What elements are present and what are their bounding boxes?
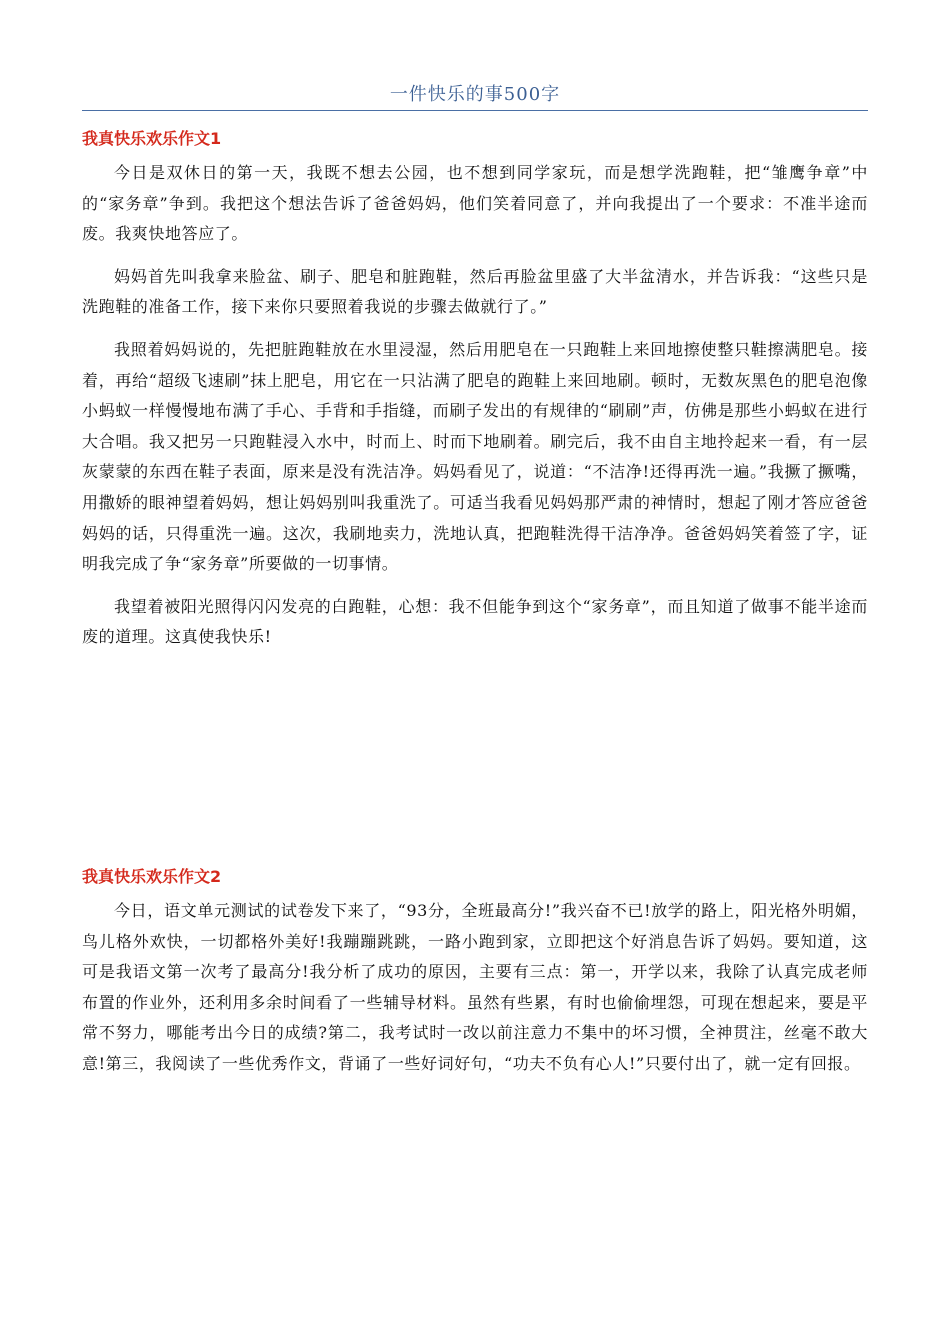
essay-paragraph: 我望着被阳光照得闪闪发亮的白跑鞋，心想：我不但能争到这个“家务章”，而且知道了做事不能半途而废的道理。这真使我快乐! xyxy=(82,596,868,647)
essay-title: 我真快乐欢乐作文1 xyxy=(82,129,222,148)
essay-paragraph: 妈妈首先叫我拿来脸盆、刷子、肥皂和脏跑鞋，然后再脸盆里盛了大半盆清水，并告诉我：“这些只是洗跑鞋的准备工作，接下来你只要照着我说的步骤去做就行了。” xyxy=(82,266,868,317)
essay-title: 我真快乐欢乐作文2 xyxy=(82,867,222,886)
document-title: 一件快乐的事500字 xyxy=(389,84,561,105)
document-header xyxy=(82,84,868,111)
essay-paragraph: 今日，语文单元测试的试卷发下来了，“93分，全班最高分!”我兴奋不已!放学的路上，阳光格外明媚，鸟儿格外欢快，一切都格外美好!我蹦蹦跳跳，一路小跑到家，立即把这个好消息告诉了妈妈。要知道，这可是我语文第一次考了最高分!我分析了成功的原因，主要有三点：第一，开学以来，我除了认真完成老师布置的作业外，还利用多余时间看了一些辅导材料。虽然有些累，有时也偷偷埋怨，可现在想起来，要是平常不努力，哪能考出今日的成绩?第二，我考试时一改以前注意力不集中的坏习惯，全神贯注，丝毫不敢大意!第三，我阅读了一些优秀作文，背诵了一些好词好句，“功夫不负有心人!”只要付出了，就一定有回报。 xyxy=(82,901,868,1073)
essay-section-1 xyxy=(82,128,868,653)
essay-section-2 xyxy=(82,866,868,1080)
essay-paragraph: 我照着妈妈说的，先把脏跑鞋放在水里浸湿，然后用肥皂在一只跑鞋上来回地擦使整只鞋擦满肥皂。接着，再给“超级飞速刷”抹上肥皂，用它在一只沾满了肥皂的跑鞋上来回地刷。顿时，无数灰黑色的肥皂泡像小蚂蚁一样慢慢地布满了手心、手背和手指缝，而刷子发出的有规律的“刷刷”声，仿佛是那些小蚂蚁在进行大合唱。我又把另一只跑鞋浸入水中，时而上、时而下地刷着。刷完后，我不由自主地拎起来一看，有一层灰蒙蒙的东西在鞋子表面，原来是没有洗洁净。妈妈看见了，说道：“不洁净!还得再洗一遍。”我撅了撅嘴，用撒娇的眼神望着妈妈，想让妈妈别叫我重洗了。可适当我看见妈妈那严肃的神情时，想起了刚才答应爸爸妈妈的话，只得重洗一遍。这次，我刷地卖力，洗地认真，把跑鞋洗得干洁净净。爸爸妈妈笑着签了字，证明我完成了争“家务章”所要做的一切事情。 xyxy=(82,339,868,574)
essay-paragraph: 今日是双休日的第一天，我既不想去公园，也不想到同学家玩，而是想学洗跑鞋，把“雏鹰争章”中的“家务章”争到。我把这个想法告诉了爸爸妈妈，他们笑着同意了，并向我提出了一个要求：不准半途而废。我爽快地答应了。 xyxy=(82,163,868,244)
